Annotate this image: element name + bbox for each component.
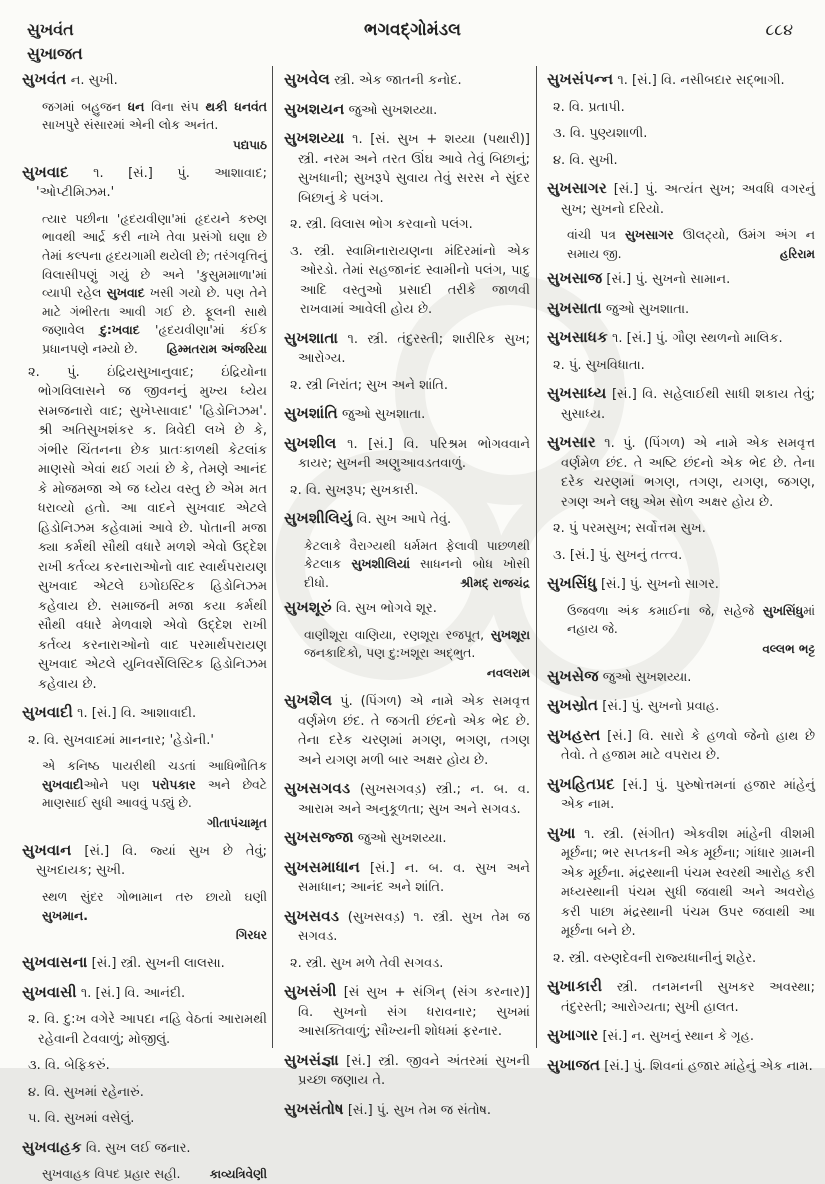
dictionary-entry: સુખસંજ્ઞા [સં.] સ્ત્રી. જીવને અંતરમાં સુખની પ્રચ્છા જણાય તે. — [284, 1050, 530, 1089]
dictionary-entry: સુખસ્રોત [સં.] પું. સુખનો પ્રવાહ. — [547, 696, 720, 715]
quote-line: સુખવાહક વિપદ પ્રહાર સહી. કાવ્યત્રિવેણી — [42, 1166, 267, 1182]
sense-item: ૨. વિ. સુખરૂપ; સુખકારી. — [290, 482, 419, 498]
headword: સુખવાદી — [22, 703, 73, 722]
dictionary-entry: સુખવાદ ૧. [સં.] પું. આશાવાદ; 'ઓપ્ટીમિઝમ.' — [22, 162, 267, 201]
headword: સુખાકારી — [547, 977, 603, 996]
dictionary-entry: સુખસગવડ (સુખસગવડ઼) સ્ત્રી.; ન. બ. વ. આરામ અને અનુકૂળતા; સુખ અને સગવડ. — [284, 779, 530, 817]
column-2 — [284, 68, 530, 1118]
headword: સુખશાતા — [284, 328, 339, 347]
dictionary-entry: સુખશાતા ૧. સ્ત્રી. તંદુરસ્તી; શારીરિક સુખ; આરોગ્ય. — [284, 328, 530, 366]
headword: સુખવંત — [22, 70, 67, 88]
headword: સુખહસ્ત — [547, 725, 601, 744]
dictionary-entry: સુખસંતોષ [સં.] પું. સુખ તેમ જ સંતોષ. — [284, 1099, 491, 1118]
column-1 — [22, 68, 267, 1182]
dictionary-entry: સુખસાધ્ય [સં.] વિ. સહેલાઈથી સાધી શકાય તેવું; સુસાધ્ય. — [547, 384, 815, 422]
guide-word-top: સુખવંત — [27, 20, 74, 39]
headword: સુખવેલ — [284, 70, 330, 88]
headword: સુખશય્યા — [284, 129, 345, 147]
dictionary-entry: સુખશીલ ૧. [સં.] વિ. પરિશ્રમ ભોગવવાને કાયર; સુખની અણુઆવડતવાળું. — [284, 433, 530, 471]
sense-item: ૩. [સં.] પું. સુખનું તત્ત્વ. — [553, 547, 683, 563]
sense-item: ૩. વિ. પુણ્યશાળી. — [553, 126, 648, 141]
attribution: નવલરામ — [486, 666, 530, 681]
quote-line: જગમાં બહુજન ધન વિના સંપ થકી ધનવંત સાખપુરે સંસારમાં એની લોક અનંત. — [42, 98, 267, 133]
headword: સુખસંપન્ન — [547, 70, 614, 88]
attribution: હિમ્મતરામ અંજરિયા — [166, 341, 267, 356]
dictionary-entry: સુખસાજ [સં.] પું. સુખનો સામાન. — [547, 269, 731, 288]
headword: સુખસંજ્ઞા — [284, 1050, 339, 1069]
sense-item: ૨. સ્ત્રી. સુખ મળે તેવી સગવડ. — [290, 955, 444, 971]
dictionary-entry: સુખસમાધાન [સં.] ન. બ. વ. સુખ અને સમાધાન; આનંદ અને શાંતિ. — [284, 857, 530, 896]
dictionary-entry: સુખશય્યા ૧. [સં. સુખ + શય્યા (પથારી)] સ્ત્રી. નરમ અને તરત ઊંઘ આવે તેવું બિછાનું; સુખધાની; સુખરૂપે સુવાય તેવું સરસ ને સુંદર બિછાનું કે પલંગ. — [284, 129, 530, 206]
dictionary-entry: સુખસિંધુ [સં.] પું. સુખનો સાગર. — [547, 574, 719, 593]
sense-item: ૨. સ્ત્રી નિરાંત; સુખ અને શાંતિ. — [290, 377, 448, 393]
sense-item: ૨. વિ. પ્રતાપી. — [553, 99, 625, 115]
headword: સુખશીલ — [284, 433, 337, 452]
headword: સુખશૈલ — [284, 691, 333, 710]
dictionary-entry: સુખશૈલ પું. (પિંગળ) એ નામે એક સમવૃત્ત વર્ણમેળ છંદ. તે જગતી છંદનો એક ભેદ છે. તેના દરેક ચરણમાં મગણ, ભગણ, તગણ અને યગણ મળી બાર અક્ષર હોય છે. — [284, 691, 530, 768]
headword: સુખસ્રોત — [547, 696, 599, 715]
quote-line: વાણીશૂરા વાણિયા, રણશૂરા રજપૂત, સુખશૂરા જનકાદિકો, પણ દુ:ખશૂરા અદ્ભુત. — [304, 626, 530, 661]
dictionary-entry: સુખસંપન્ન ૧. [સં.] વિ. નસીબદાર સદ્ભાગી. — [547, 70, 785, 88]
headword: સુખસગવડ — [284, 779, 351, 798]
headword: સુખહિતપ્રદ — [547, 774, 615, 793]
column-divider — [536, 66, 537, 1048]
attribution: પદ્યપાઠ — [232, 137, 267, 152]
sense-item: ૨. પું પરમસુખ; સર્વોત્તમ સુખ. — [553, 521, 706, 537]
headword: સુખવાદ — [22, 162, 69, 181]
headword: સુખસિંધુ — [547, 574, 597, 593]
headword: સુખશાંતિ — [284, 404, 338, 422]
headword: સુખવાહક — [22, 1137, 82, 1156]
headword: સુખસજ્જા — [284, 828, 354, 847]
headword: સુખવાસના — [22, 953, 88, 972]
dictionary-entry: સુખશાંતિ જુઓ સુખશાતા. — [284, 404, 426, 422]
dictionary-entry: સુખશૂરું વિ. સુખ ભોગવે શૂર. — [284, 598, 437, 617]
headword: સુખવાન — [22, 840, 72, 859]
headword: સુખાગાર — [547, 1026, 599, 1045]
dictionary-entry: સુખશયન જુઓ સુખશય્યા. — [284, 99, 438, 118]
dictionary-entry: સુખવંત ન. સુખી. — [22, 70, 118, 88]
dictionary-entry: સુખાગાર [સં.] ન. સુખનું સ્થાન કે ગૃહ. — [547, 1026, 754, 1045]
dictionary-entry: સુખવેલ સ્ત્રી. એક જાતની કનોદ. — [284, 70, 462, 88]
headword: સુખસેજ — [547, 666, 599, 685]
headword: સુખવાસી — [22, 982, 77, 1001]
sense-item: ૪. વિ. સુખી. — [553, 152, 618, 168]
dictionary-entry: સુખાકારી સ્ત્રી. તનમનની સુખકર અવસ્થા; તંદુરસ્તી; આરોગ્યતા; સુખી હાલત. — [547, 977, 815, 1015]
sense-item: ૨. પું. ઇંદ્રિયસુખાનુવાદ; ઇંદ્રિયોના ભોગવિલાસને જ જીવનનું મુખ્ય ધ્યેય સમજનારો વાદ; સુખેપ્સાવાદ' 'હિડોનિઝમ'. શ્રી અતિસુખશંકર ક. ત્રિવેદી લખે છે કે, ગંભીર ચિંતનના છેક પ્રાતઃકાળથી કેટલાંક માણસો એવાં થઈ ગયાં છે કે, તેમણે આનંદ કે મોજમજા એ જ ધ્યેય વસ્તુ છે એમ મત ધરાવ્યો હતો. આ વાદને સુખવાદ એટલે હિડોનિઝમ કહેવામાં આવે છે. પોતાની મજા ક્યા કર્મથી સૌથી વધારે મળશે એવો ઉદ્દેશ રાખી કર્તવ્ય કરનારાઓનો વાદ સ્વાર્થપરાયણ સુખવાદ એટલે ઇગોઇસ્ટિક હિડોનિઝમ કહેવાય છે. સમાજની મજા કયા કર્મથી સૌથી વધારે મેળવાશે એવો ઉદ્દેશ રાખી કર્તવ્ય કરનારાઓનો વાદ પરમાર્થપરાયણ સુખવાદ એટલે યુનિવર્સેલિસ્ટિક હિડોનિઝમ કહેવાય છે. — [28, 364, 267, 692]
attribution: વલ્લભ ભટ્ટ — [762, 641, 815, 656]
sense-item: ૨. સ્ત્રી. વિલાસ ભોગ કરવાનો પલંગ. — [290, 217, 473, 232]
headword: સુખસમાધાન — [284, 857, 360, 876]
dictionary-entry: સુખસંગી [સં સુખ + સંગિન્ (સંગ કરનાર)] વિ. સુખનો સંગ ધરાવનાર; સુખમાં આસક્તિવાળું; સૌખ્યની શોધમાં ફરનાર. — [284, 982, 530, 1040]
dictionary-entry: સુખવાદી ૧. [સં.] વિ. આશાવાદી. — [22, 703, 197, 722]
attribution: શ્રીમદ્ રાજચંદ્ર — [460, 575, 530, 590]
sense-item: ૨. વિ. દુ:ખ વગેરે આપદા નહિ વેઠતાં આરામથી રહેવાની ટેવવાળું; મોજીલું. — [28, 1012, 267, 1047]
headword: સુખસાગર — [547, 179, 608, 197]
quote-line: ઉજવળા અંક કમાઈના જે, સહેજે સુખસિંધુમાં નહાય જે. — [567, 602, 815, 637]
headword: સુખસવડ — [284, 906, 340, 925]
sense-item: ૩. વિ. બેફિકરું. — [28, 1058, 110, 1074]
sense-item: ૨. સ્ત્રી. વરુણદેવની રાજ્યધાનીનું શહેર. — [553, 950, 757, 966]
dictionary-entry: સુખસાધક ૧. [સં.] પું. ગૌણ સ્થળનો માલિક. — [547, 328, 783, 347]
dictionary-entry: સુખશીલિયું વિ. સુખ આપે તેવું. — [284, 509, 452, 527]
headword: સુખશયન — [284, 99, 345, 118]
headword: સુખસંતોષ — [284, 1099, 344, 1118]
headword: સુખશૂરું — [284, 598, 332, 617]
attribution: ગિરધર — [235, 928, 267, 943]
dictionary-entry: સુખવાન [સં.] વિ. જ્યાં સુખ છે તેવું; સુખદાયક; સુખી. — [22, 840, 267, 879]
page-title: ભગવદ્ગોમંડલ — [364, 20, 461, 40]
quote-line: સ્થળ સુંદર ગોભામાન તરુ છાયો ઘણી સુખમાન. — [42, 888, 267, 923]
dictionary-entry: સુખવાહક વિ. સુખ લઈ જનાર. — [22, 1137, 191, 1156]
attribution: કાવ્યત્રિવેણી — [209, 1167, 267, 1182]
dictionary-entry: સુખસાતા જુઓ સુખશાતા. — [547, 298, 690, 317]
headword: સુખાજત — [547, 1055, 601, 1074]
headword: સુખસાધ્ય — [547, 384, 607, 403]
quote-line: કેટલાકે વૈરાગ્યથી ધર્મમત ફેલાવી પાછળથી કેટલાક સુખશીલિયાં સાધનનો બોધ ખોસી દીધો. શ્રીમદ્ રાજચંદ્ર — [304, 537, 530, 590]
column-divider — [272, 66, 273, 1048]
dictionary-entry: સુખસાગર [સં.] પું. અત્યંત સુખ; અવધિ વગરનું સુખ; સુખનો દરિયો. — [547, 179, 815, 217]
sense-item: ૨. પું. સુખવિધાતા. — [553, 357, 645, 373]
page-number: ૮૮૪ — [765, 20, 793, 39]
dictionary-entry: સુખસવડ (સુખસવડ઼) ૧. સ્ત્રી. સુખ તેમ જ સગવડ. — [284, 906, 530, 945]
dictionary-entry: સુખસજ્જા જુઓ સુખશય્યા. — [284, 828, 447, 847]
attribution: ગીતાપંચામૃત — [207, 815, 267, 830]
headword: સુખસાધક — [547, 328, 608, 347]
headword: સુખસાતા — [547, 298, 602, 317]
sense-item: ૪. વિ. સુખમાં રહેનારું. — [28, 1084, 144, 1100]
headword: સુખા — [547, 823, 576, 842]
sense-item: ૨. વિ. સુખવાદમાં માનનાર; 'હેડોની.' — [28, 732, 214, 748]
attribution: હરિરામ — [779, 246, 815, 261]
headword: સુખશીલિયું — [284, 509, 353, 527]
dictionary-entry: સુખસેજ જુઓ સુખશય્યા. — [547, 666, 692, 685]
headword: સુખસંગી — [284, 982, 337, 1001]
headword: સુખસાર — [547, 433, 596, 452]
dictionary-entry: સુખા ૧. સ્ત્રી. (સંગીત) એકવીશ માંહેની વીશમી મૂર્છના; ભર સપ્તકની એક મૂર્છના; ગાંધાર ગ્રામની એક મૂર્છના. મંદ્રસ્થાની પંચમ સ્વરથી આરોહ કરી મધ્યસ્થાની પંચમ સુધી જવાથી અને અવરોહ કરી પાછા મંદ્રસ્થાની પંચમ ઉપર જવાથી આ મૂર્છના બને છે. — [547, 823, 815, 940]
dictionary-entry: સુખહસ્ત [સં.] વિ. સારો કે હળવો જેનો હાથ છે તેવો. તે હજામ માટે વપરાય છે. — [547, 725, 815, 764]
quote-line: એ કનિષ્ઠ પાયરીથી ચડતાં આધિભૌતિક સુખવાદીઓને પણ પરોપકાર અને છેવટે માણસાઈ સુધી આવવું પડ્યું છે. — [42, 758, 267, 811]
dictionary-entry: સુખસાર ૧. પું. (પિંગળ) એ નામે એક સમવૃત્ત વર્ણમેળ છંદ. તે અષ્ટિ છંદનો એક ભેદ છે. તેના દરેક ચરણમાં ભગણ, તગણ, યગણ, જગણ, રગણ અને લઘુ એમ સોળ અક્ષર હોય છે. — [547, 433, 815, 510]
quote-line: વાંચી પત્ર સુખસાગર ઊલટ્યો, ઉમંગ અંગ ન સમાય જી. હરિરામ — [567, 227, 815, 261]
quote-line: ત્યાર પછીના 'હૃદયવીણા'માં હૃદયને કરુણ ભાવથી આર્દ્ર કરી નાખે તેવા પ્રસંગો ઘણા છે તેમાં કલ્પના હૃદયગામી થયેલી છે; તરંગવૃત્તિનું વિલાસીપણું ગયું છે અને 'કુસુમમાળા'માં વ્યાપી રહેલ સુખવાદ ખસી ગયો છે. પણ તેને માટે ગંભીરતા આવી ગઈ છે. ફૂલની સાથે જણાવેલ દુ:ખવાદ 'હૃદયવીણા'માં કંઈક પ્રધાનપણે નમ્યો છે. હિમ્મતરામ અંજરિયા — [42, 210, 267, 356]
dictionary-entry: સુખવાસી ૧. [સં.] વિ. આનંદી. — [22, 982, 186, 1001]
guide-word-bottom: સુખાજત — [27, 44, 83, 63]
dictionary-entry: સુખાજત [સં.] પું. શિવનાં હજાર માંહેનું એક નામ. — [547, 1055, 813, 1074]
headword: સુખસાજ — [547, 269, 603, 288]
sense-item: ૫. વિ. સુખમાં વસેલું. — [28, 1111, 135, 1127]
column-3 — [547, 68, 815, 1074]
sense-item: ૩. સ્ત્રી. સ્વામિનારાયણના મંદિરમાંનો એક ઓરડો. તેમાં સહજાનંદ સ્વામીનો પલંગ, પાદુ આદિ વસ્તુઓ પ્રસાદી તરીકે જાળવી રાખવામાં આવેલી હોય છે. — [290, 243, 530, 317]
dictionary-entry: સુખહિતપ્રદ [સં.] પું. પુરુષોત્તમનાં હજાર માંહેનું એક નામ. — [547, 774, 815, 813]
dictionary-entry: સુખવાસના [સં.] સ્ત્રી. સુખની લાલસા. — [22, 953, 225, 972]
